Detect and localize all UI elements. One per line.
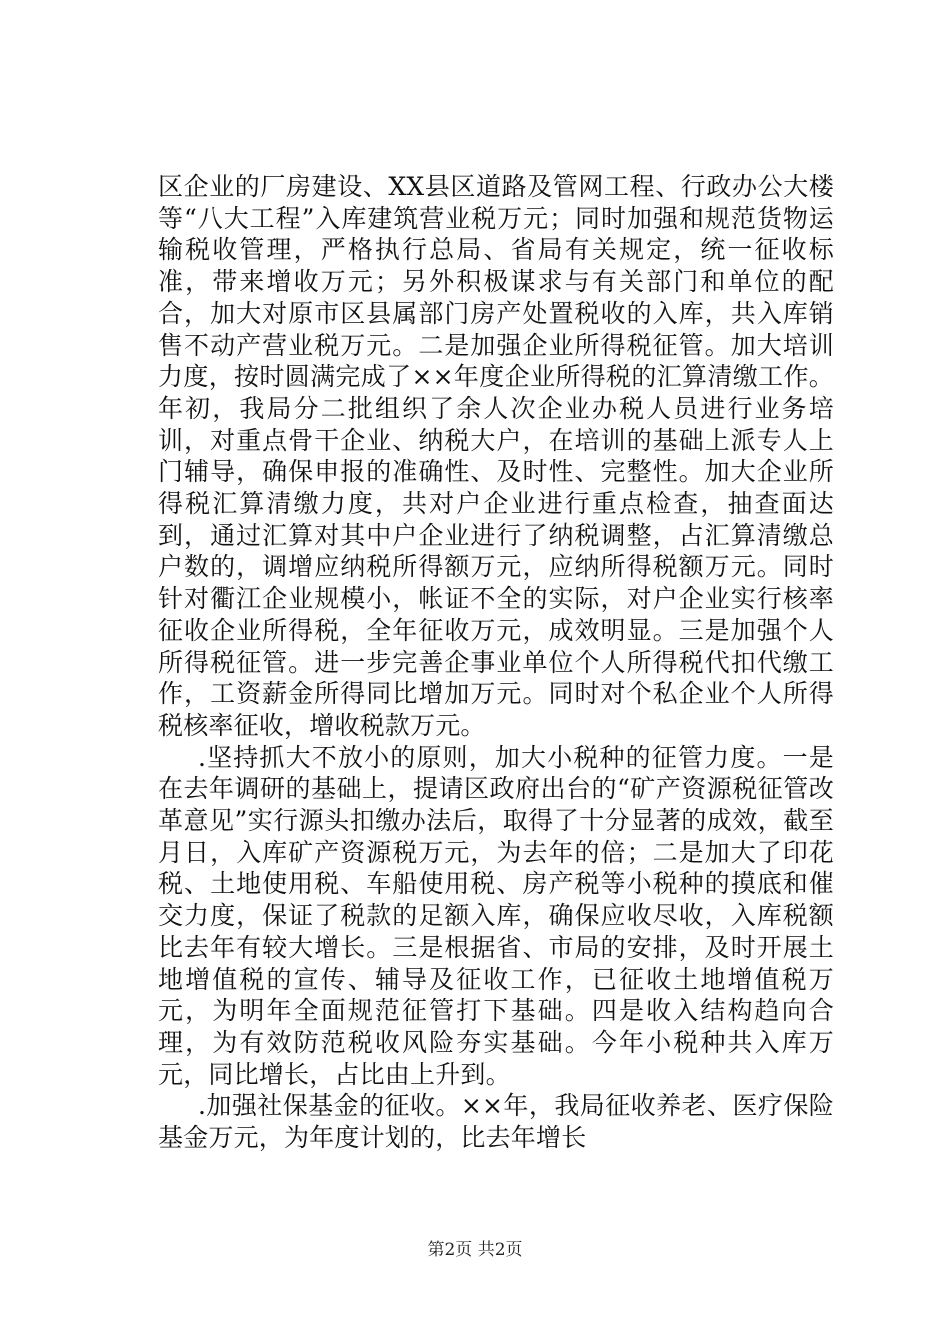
paragraph-enterprise-tax: 区企业的厂房建设、XX县区道路及管网工程、行政办公大楼等“八大工程”入库建筑营业税万元；同时加强和规范货物运输税收管理，严格执行总局、省局有关规定，统一征收标准，带来增收万元；另外积极谋求与有关部门和单位的配合，加大对原市区县属部门房产处置税收的入库，共入库销售不动产营业税万元。二是加强企业所得税征管。加大培训力度，按时圆满完成了××年度企业所得税的汇算清缴工作。年初，我局分二批组织了余人次企业办税人员进行业务培训，对重点骨干企业、纳税大户，在培训的基础上派专人上门辅导，确保申报的准确性、及时性、完整性。加大企业所得税汇算清缴力度，共对户企业进行重点检查，抽查面达到，通过汇算对其中户企业进行了纳税调整，占汇算清缴总户数的，调增应纳税所得额万元，应纳所得税额万元。同时针对衢江企业规模小，帐证不全的实际，对户企业实行核率征收企业所得税，全年征收万元，成效明显。三是加强个人所得税征管。进一步完善企事业单位个人所得税代扣代缴工作，工资薪金所得同比增加万元。同时对个私企业个人所得税核率征收，增收税款万元。 [158, 172, 834, 740]
document-body [158, 171, 834, 1154]
page-number-footer: 第2页 共2页 [427, 1240, 523, 1260]
paragraph-minor-taxes: .坚持抓大不放小的原则，加大小税种的征管力度。一是在去年调研的基础上，提请区政府出台的“矿产资源税征管改革意见”实行源头扣缴办法后，取得了十分显著的成效，截至月日，入库矿产资源税万元，为去年的倍；二是加大了印花税、土地使用税、车船使用税、房产税等小税种的摸底和催交力度，保证了税款的足额入库，确保应收尽收，入库税额比去年有较大增长。三是根据省、市局的安排，及时开展土地增值税的宣传、辅导及征收工作，已征收土地增值税万元，为明年全面规范征管打下基础。四是收入结构趋向合理，为有效防范税收风险夯实基础。今年小税种共入库万元，同比增长，占比由上升到。 [158, 742, 834, 1089]
paragraph-social-security: .加强社保基金的征收。××年，我局征收养老、医疗保险基金万元，为年度计划的，比去年增长 [158, 1091, 834, 1153]
